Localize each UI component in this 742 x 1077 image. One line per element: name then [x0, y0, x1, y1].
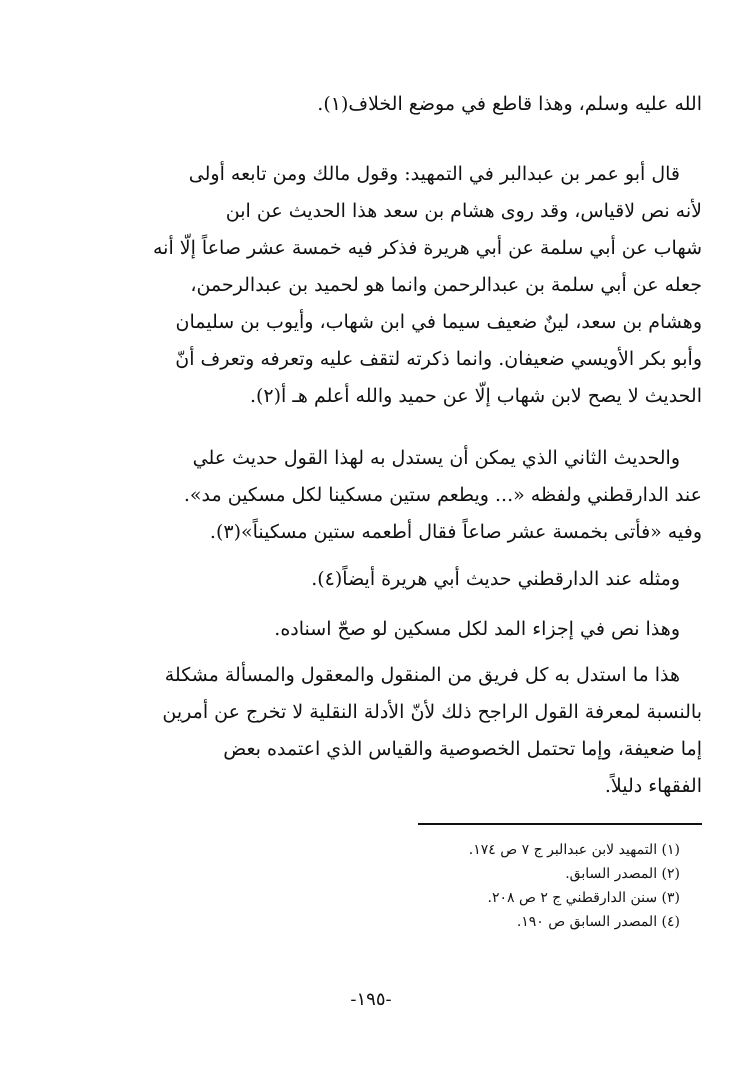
- footnotes: [200, 838, 680, 934]
- footnote-4: (٤) المصدر السابق ص ١٩٠.: [516, 914, 680, 930]
- footnote-3: (٣) سنن الدارقطني ج ٢ ص ٢٠٨.: [487, 890, 680, 906]
- text-line: جعله عن أبي سلمة بن عبدالرحمن وانما هو لحميد بن عبدالرحمن،: [190, 274, 702, 296]
- text-line: لأنه نص لاقياس، وقد روى هشام بن سعد هذا الحديث عن ابن: [225, 200, 702, 222]
- text-line: الفقهاء دليلاً.: [604, 775, 702, 797]
- paragraph-3: [92, 440, 702, 551]
- paragraph-5: [92, 611, 702, 648]
- text-line: وأبو بكر الأويسي ضعيفان. وانما ذكرته لتقف عليه وتعرفه وتعرف أنّ: [175, 348, 702, 370]
- text-line: بالنسبة لمعرفة القول الراجح ذلك لأنّ الأدلة النقلية لا تخرج عن أمرين: [162, 701, 702, 723]
- footnote-2: (٢) المصدر السابق.: [565, 866, 680, 882]
- text-line: وفيه «فأتى بخمسة عشر صاعاً فقال أطعمه ستين مسكيناً»(٣).: [209, 521, 702, 543]
- text-line: الله عليه وسلم، وهذا قاطع في موضع الخلاف(١).: [317, 93, 702, 115]
- text-line: الحديث لا يصح لابن شهاب إلّا عن حميد والله أعلم هـ أ(٢).: [249, 385, 702, 407]
- footnote-divider: [418, 823, 702, 825]
- paragraph-1: [92, 86, 702, 123]
- paragraph-6: [92, 657, 702, 805]
- paragraph-4: [92, 561, 702, 598]
- footnote-1: (١) التمهيد لابن عبدالبر ج ٧ ص ١٧٤.: [468, 842, 680, 858]
- text-line: وهذا نص في إجزاء المد لكل مسكين لو صحّ اسناده.: [274, 618, 680, 640]
- text-line: ومثله عند الدارقطني حديث أبي هريرة أيضاً(٤).: [311, 568, 680, 590]
- text-line: هذا ما استدل به كل فريق من المنقول والمعقول والمسألة مشكلة: [164, 664, 680, 686]
- text-line: عند الدارقطني ولفظه «... ويطعم ستين مسكينا لكل مسكين مد».: [183, 484, 702, 506]
- text-line: وهشام بن سعد، لينٌ ضعيف سيما في ابن شهاب، وأيوب بن سليمان: [175, 311, 702, 333]
- paragraph-2: [92, 156, 702, 415]
- text-line: قال أبو عمر بن عبدالبر في التمهيد: وقول مالك ومن تابعه أولى: [188, 163, 680, 185]
- text-line: والحديث الثاني الذي يمكن أن يستدل به لهذا القول حديث علي: [192, 447, 680, 469]
- page-number: -١٩٥-: [350, 989, 392, 1010]
- text-line: شهاب عن أبي سلمة عن أبي هريرة فذكر فيه خمسة عشر صاعاً إلّا أنه: [152, 237, 702, 259]
- text-line: إما ضعيفة، وإما تحتمل الخصوصية والقياس الذي اعتمده بعض: [223, 738, 702, 760]
